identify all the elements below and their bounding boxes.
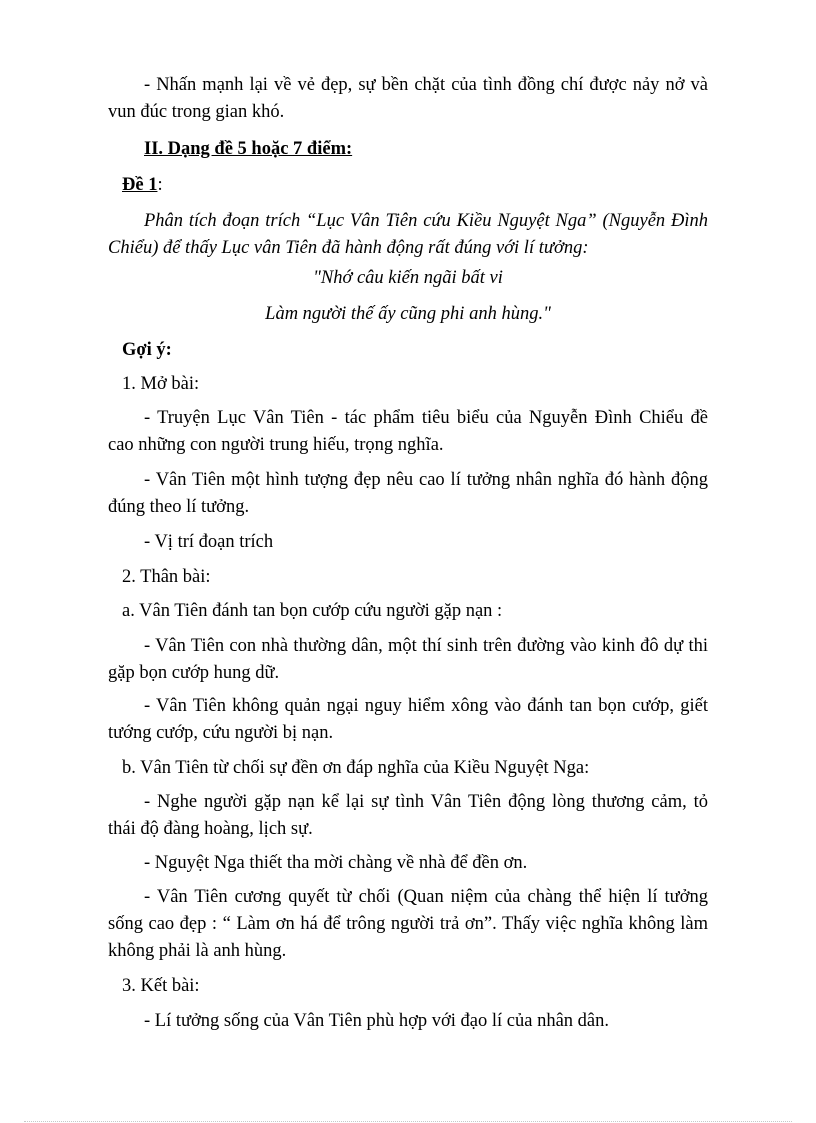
paragraph-line: thái độ đàng hoàng, lịch sự. (108, 819, 313, 839)
sub-heading: a. Vân Tiên đánh tan bọn cướp cứu người gặp nạn : (122, 601, 503, 621)
paragraph-line: - Vân Tiên không quản ngại nguy hiểm xông vào đánh tan bọn cướp, giết (144, 696, 708, 716)
outline-heading: 3. Kết bài: (122, 976, 200, 996)
prompt-line: Chiểu) để thấy Lục vân Tiên đã hành động rất đúng với lí tưởng: (108, 238, 589, 258)
paragraph-line: - Nguyệt Nga thiết tha mời chàng về nhà để đền ơn. (144, 853, 528, 873)
outline-heading: 2. Thân bài: (122, 567, 211, 587)
paragraph-line: sống cao đẹp : “ Làm ơn há để trông người trả ơn”. Thấy việc nghĩa không làm (108, 914, 708, 934)
exercise-heading (122, 173, 722, 197)
page-bottom-divider (24, 1121, 792, 1122)
outline-heading: 1. Mở bài: (122, 374, 200, 394)
paragraph-line: - Nghe người gặp nạn kể lại sự tình Vân Tiên động lòng thương cảm, tỏ (144, 792, 708, 812)
paragraph-line: vun đúc trong gian khó. (108, 102, 285, 122)
paragraph-line: gặp bọn cướp hung dữ. (108, 663, 280, 683)
prompt-line: Phân tích đoạn trích “Lục Vân Tiên cứu Kiều Nguyệt Nga” (Nguyễn Đình (144, 211, 708, 231)
paragraph-line: - Vị trí đoạn trích (144, 532, 274, 552)
sub-heading: b. Vân Tiên từ chối sự đền ơn đáp nghĩa của Kiều Nguyệt Nga: (122, 758, 590, 778)
quoted-verse-line: "Nhớ câu kiến ngãi bất vi (313, 268, 503, 288)
paragraph-line: - Vân Tiên cương quyết từ chối (Quan niệm của chàng thể hiện lí tưởng (144, 887, 708, 907)
paragraph-line: cao những con người trung hiếu, trọng nghĩa. (108, 435, 444, 455)
paragraph-line: - Vân Tiên con nhà thường dân, một thí sinh trên đường vào kinh đô dự thi (144, 636, 708, 656)
section-heading: II. Dạng đề 5 hoặc 7 điểm: (144, 139, 353, 159)
paragraph-line: không phải là anh hùng. (108, 941, 287, 961)
paragraph-line: - Vân Tiên một hình tượng đẹp nêu cao lí tưởng nhân nghĩa đó hành động (144, 470, 708, 490)
paragraph-line: - Truyện Lục Vân Tiên - tác phẩm tiêu biểu của Nguyễn Đình Chiểu đề (144, 408, 708, 428)
paragraph-line: đúng theo lí tưởng. (108, 497, 250, 517)
quoted-verse-line: Làm người thế ấy cũng phi anh hùng." (265, 304, 551, 324)
exercise-colon: : (157, 175, 163, 195)
paragraph-line: - Nhấn mạnh lại về vẻ đẹp, sự bền chặt của tình đồng chí được nảy nở và (144, 75, 708, 95)
hint-heading: Gợi ý: (122, 340, 172, 360)
exercise-title: Đề 1 (122, 175, 158, 195)
paragraph-line: - Lí tưởng sống của Vân Tiên phù hợp với đạo lí của nhân dân. (144, 1011, 609, 1031)
paragraph-line: tướng cướp, cứu người bị nạn. (108, 723, 334, 743)
